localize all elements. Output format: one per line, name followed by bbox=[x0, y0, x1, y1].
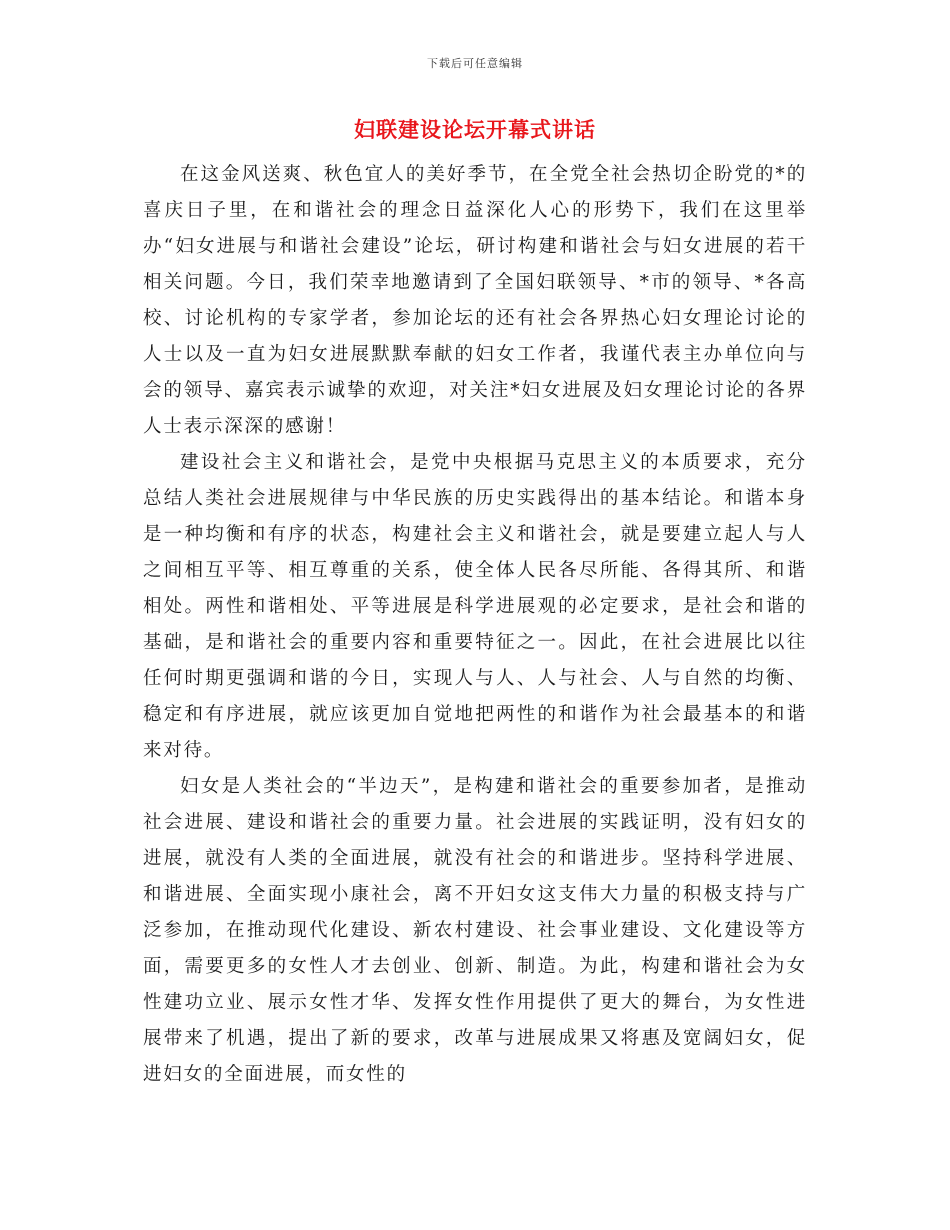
document-title: 妇联建设论坛开幕式讲话 bbox=[354, 117, 596, 142]
header-note: 下载后可任意编辑 bbox=[427, 57, 523, 70]
paragraph: 在这金风送爽、秋色宜人的美好季节，在全党全社会热切企盼党的*的喜庆日子里，在和谐社会的理念日益深化人心的形势下，我们在这里举办“妇女进展与和谐社会建设”论坛，研讨构建和谐社会与妇女进展的若干相关问题。今日，我们荣幸地邀请到了全国妇联领导、*市的领导、*各高校、讨论机构的专家学者，参加论坛的还有社会各界热心妇女理论讨论的人士以及一直为妇女进展默默奉献的妇女工作者，我谨代表主办单位向与会的领导、嘉宾表示诚挚的欢迎，对关注*妇女进展及妇女理论讨论的各界人士表示深深的感谢！ bbox=[143, 164, 807, 437]
paragraph: 建设社会主义和谐社会，是党中央根据马克思主义的本质要求，充分总结人类社会进展规律与中华民族的历史实践得出的基本结论。和谐本身是一种均衡和有序的状态，构建社会主义和谐社会，就是要建立起人与人之间相互平等、相互尊重的关系，使全体人民各尽所能、各得其所、和谐相处。两性和谐相处、平等进展是科学进展观的必定要求，是社会和谐的基础，是和谐社会的重要内容和重要特征之一。因此，在社会进展比以往任何时期更强调和谐的今日，实现人与人、人与社会、人与自然的均衡、稳定和有序进展，就应该更加自觉地把两性的和谐作为社会最基本的和谐来对待。 bbox=[143, 452, 807, 761]
document-body bbox=[143, 157, 807, 1093]
paragraph: 妇女是人类社会的“半边天”，是构建和谐社会的重要参加者，是推动社会进展、建设和谐社会的重要力量。社会进展的实践证明，没有妇女的进展，就没有人类的全面进展，就没有社会的和谐进步。坚持科学进展、和谐进展、全面实现小康社会，离不开妇女这支伟大力量的积极支持与广泛参加，在推动现代化建设、新农村建设、社会事业建设、文化建设等方面，需要更多的女性人才去创业、创新、制造。为此，构建和谐社会为女性建功立业、展示女性才华、发挥女性作用提供了更大的舞台，为女性进展带来了机遇，提出了新的要求，改革与进展成果又将惠及宽阔妇女，促进妇女的全面进展，而女性的 bbox=[143, 776, 807, 1085]
